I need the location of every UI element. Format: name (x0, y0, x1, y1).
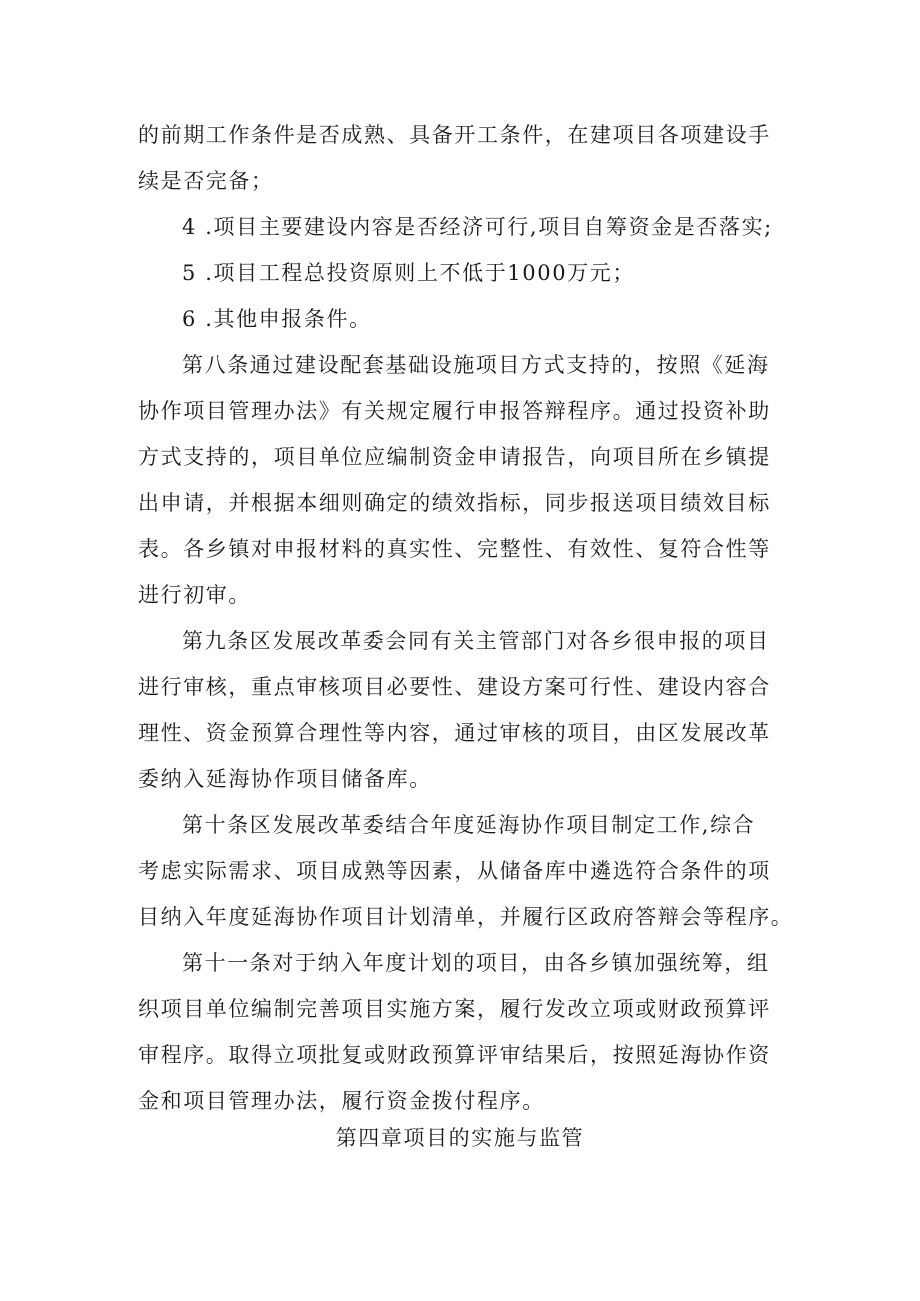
list-item-6: 6 .其他申报条件。 (182, 307, 372, 331)
article-9-start: 第九条区发展改革委会同有关主管部门对各乡很申报的项目 (182, 629, 770, 653)
text-line: 协作项目管理办法》有关规定履行申报答辩程序。通过投资补助 (138, 399, 771, 423)
list-item-5: 5 .项目工程总投资原则上不低于1000万元； (182, 261, 635, 285)
text-line: 理性、资金预算合理性等内容，通过审核的项目，由区发展改革 (138, 721, 771, 745)
list-item-4: 4 .项目主要建设内容是否经济可行,项目自筹资金是否落实; (182, 215, 773, 239)
text-line: 进行审核，重点审核项目必要性、建设方案可行性、建设内容合 (138, 675, 771, 699)
text-line: 目纳入年度延海协作项目计划清单，并履行区政府答辩会等程序。 (138, 905, 794, 929)
text-line: 进行初审。 (138, 583, 251, 607)
text-line: 方式支持的，项目单位应编制资金申请报告，向项目所在乡镇提 (138, 445, 771, 469)
text-line: 续是否完备； (138, 169, 274, 193)
article-10-start: 第十条区发展改革委结合年度延海协作项目制定工作,综合 (182, 813, 756, 837)
text-line: 织项目单位编制完善项目实施方案，履行发改立项或财政预算评 (138, 997, 771, 1021)
body-text (138, 112, 793, 1124)
text-line: 表。各乡镇对申报材料的真实性、完整性、有效性、复符合性等 (138, 537, 771, 561)
article-11-start: 第十一条对于纳入年度计划的项目，由各乡镇加强统筹，组 (182, 951, 770, 975)
text-line: 审程序。取得立项批复或财政预算评审结果后，按照延海协作资 (138, 1043, 771, 1067)
text-line: 考虑实际需求、项目成熟等因素，从储备库中遴选符合条件的项 (138, 859, 771, 883)
text-line: 的前期工作条件是否成熟、具备开工条件，在建项目各项建设手 (138, 123, 771, 147)
chapter-heading: 第四章项目的实施与监管 (335, 1126, 585, 1150)
text-line: 出申请，并根据本细则确定的绩效指标，同步报送项目绩效目标 (138, 491, 771, 515)
text-line: 金和项目管理办法，履行资金拨付程序。 (138, 1089, 545, 1113)
article-8-start: 第八条通过建设配套基础设施项目方式支持的，按照《延海 (182, 353, 770, 377)
text-line: 委纳入延海协作项目储备库。 (138, 767, 432, 791)
